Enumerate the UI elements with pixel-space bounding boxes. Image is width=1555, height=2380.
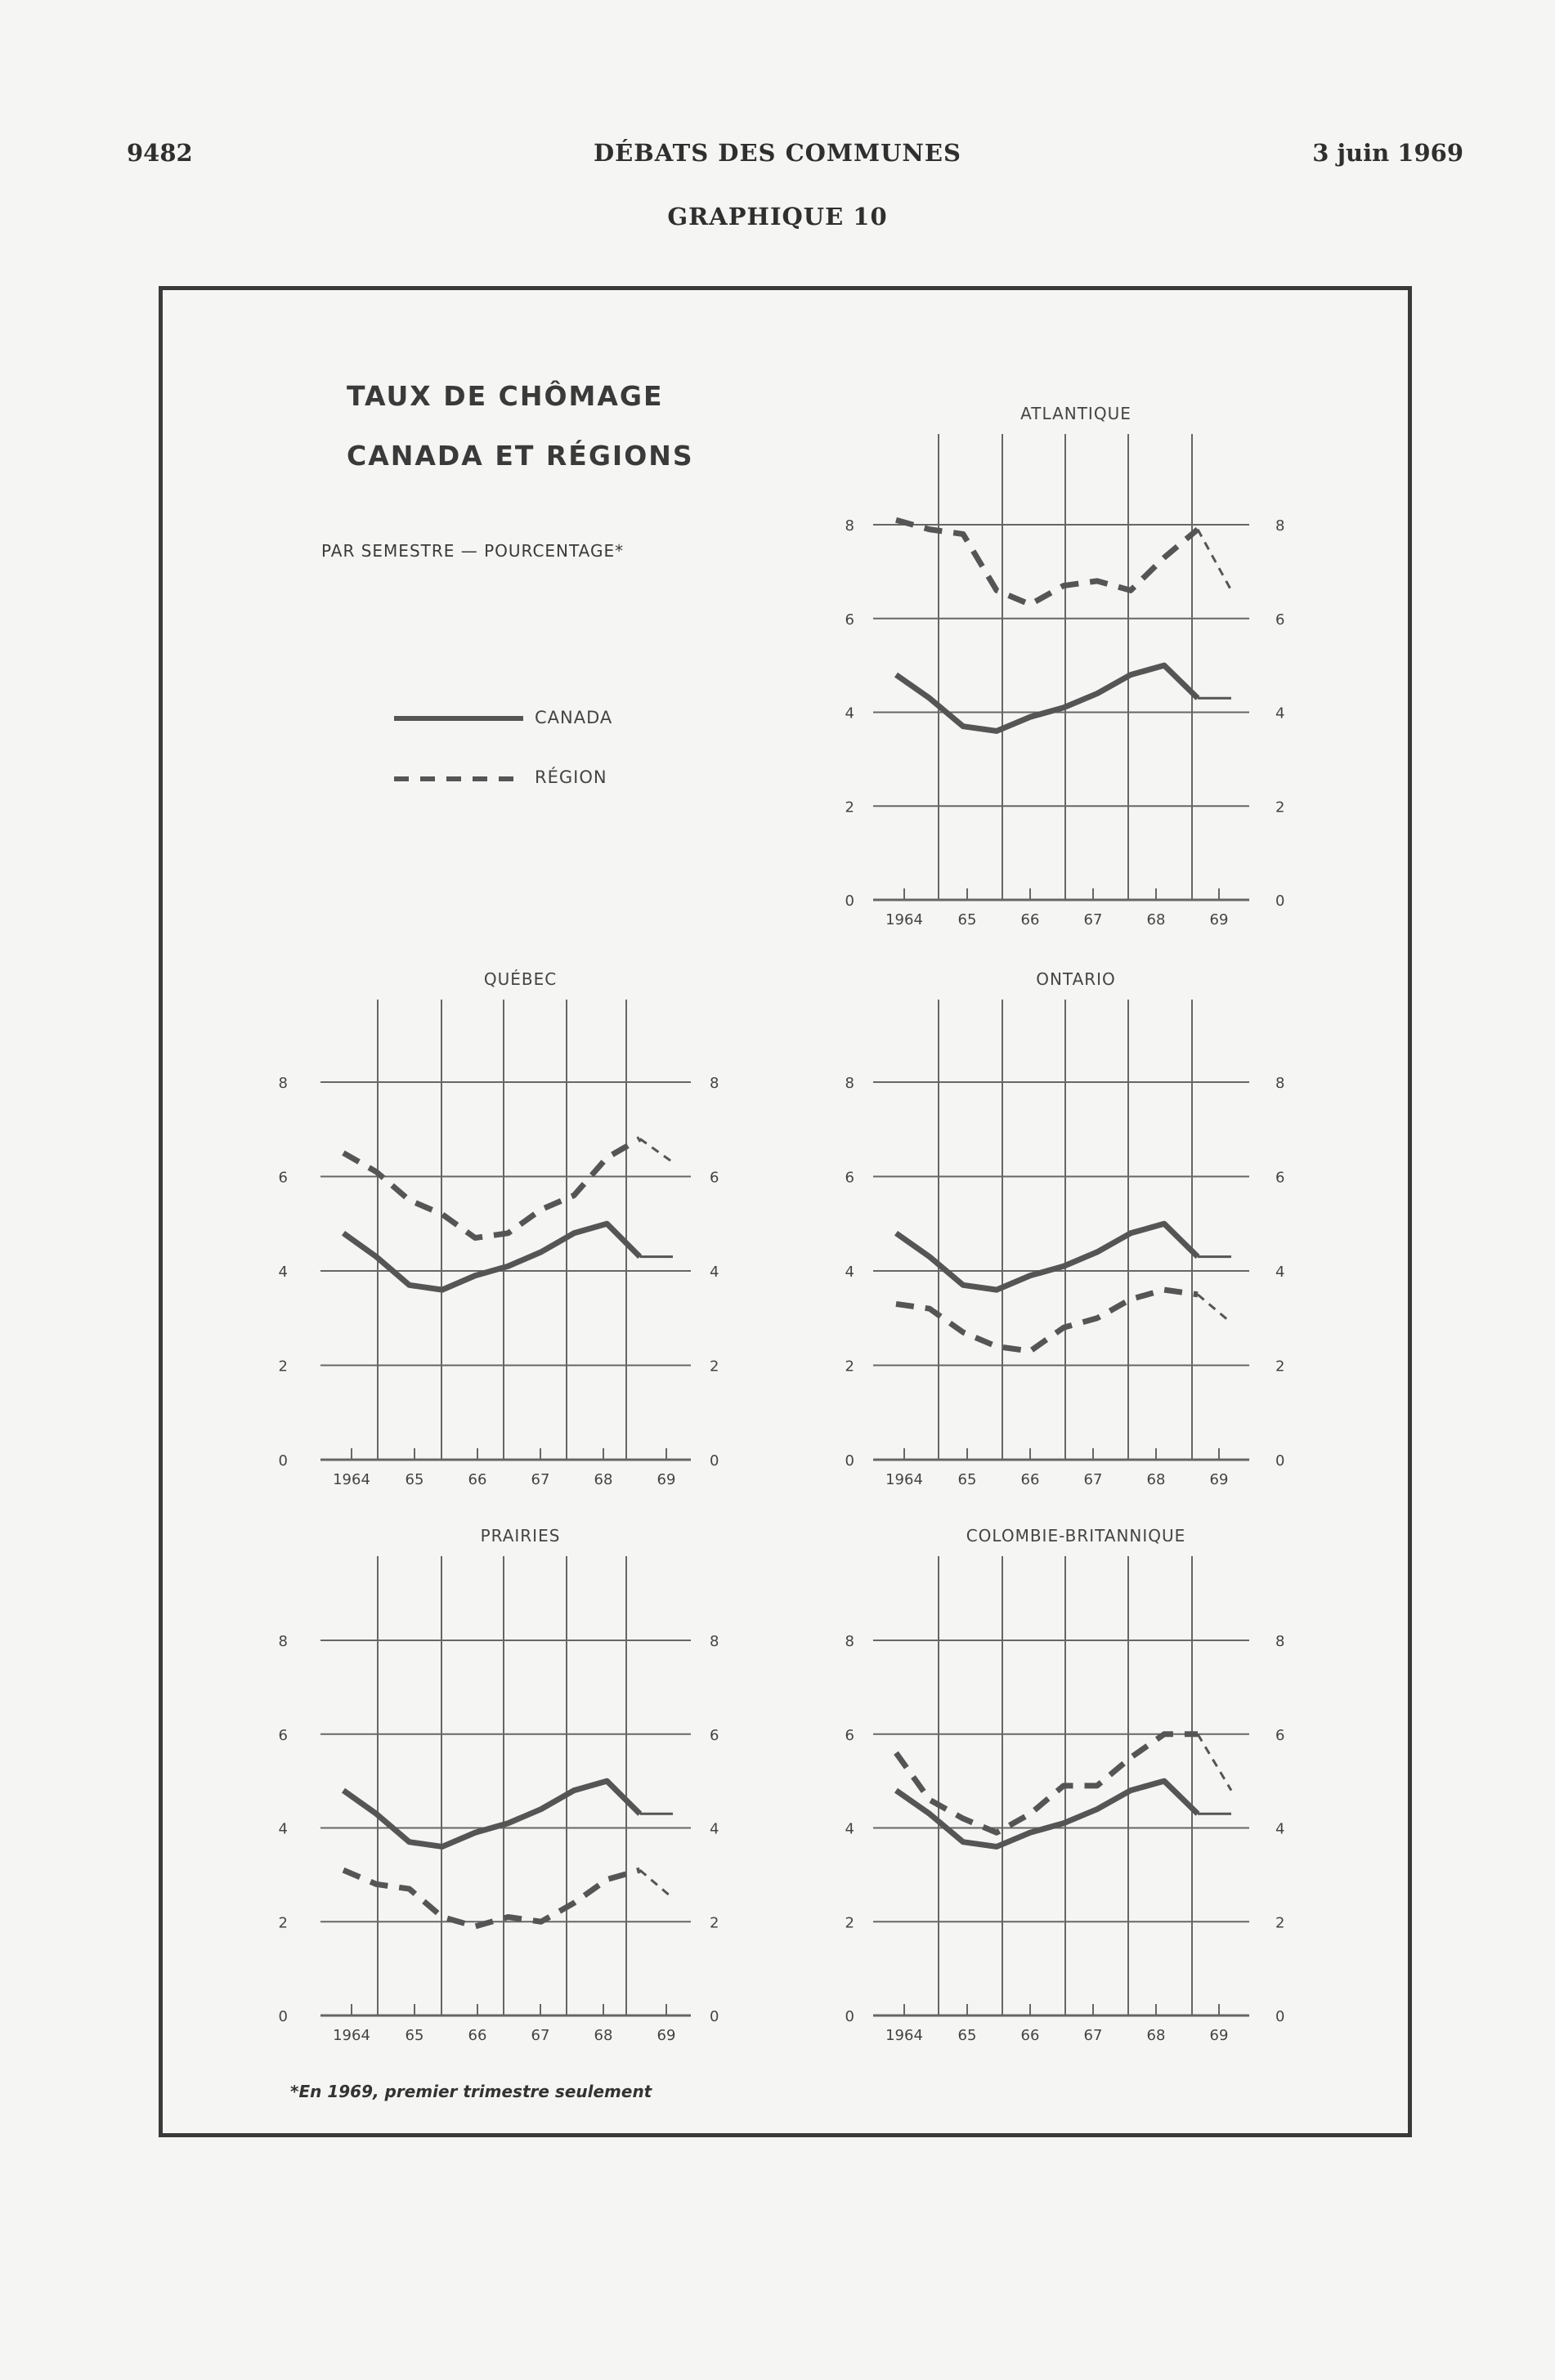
- x-tick-label: 1964: [333, 2027, 370, 2044]
- series-tail-region: [1198, 1295, 1231, 1323]
- x-tick-label: 65: [957, 1471, 977, 1488]
- x-tick-label: 69: [1209, 1471, 1229, 1488]
- y-tick-label-right: 6: [1275, 1726, 1285, 1744]
- x-tick-label: 68: [1146, 1471, 1166, 1488]
- series-line-region: [343, 1870, 640, 1926]
- x-tick-label: 68: [594, 2027, 613, 2044]
- y-tick-label-right: 8: [710, 1633, 719, 1650]
- y-tick-label-right: 8: [1275, 1633, 1285, 1650]
- x-tick-label: 68: [1146, 2027, 1166, 2044]
- y-tick-label-left: 6: [278, 1169, 288, 1187]
- page-date: 3 juin 1969: [1312, 139, 1463, 167]
- y-tick-label-right: 0: [1275, 1452, 1285, 1470]
- series-tail-region: [640, 1870, 673, 1898]
- y-tick-label-left: 8: [278, 1633, 288, 1650]
- x-tick-label: 66: [1020, 911, 1040, 928]
- y-tick-label-left: 2: [278, 1914, 288, 1932]
- y-tick-label-right: 6: [710, 1169, 719, 1187]
- series-line-region: [343, 1139, 640, 1237]
- y-tick-label-right: 2: [710, 1914, 719, 1932]
- series-tail-region: [1198, 530, 1231, 591]
- series-line-canada: [896, 665, 1198, 731]
- y-tick-label-left: 0: [845, 892, 854, 910]
- figure-title: TAUX DE CHÔMAGE: [347, 380, 664, 412]
- y-tick-label-right: 4: [710, 1820, 719, 1838]
- y-tick-label-left: 8: [278, 1075, 288, 1092]
- y-tick-label-left: 4: [845, 1820, 854, 1838]
- series-line-canada: [343, 1224, 640, 1290]
- x-tick-label: 69: [1209, 911, 1229, 928]
- y-tick-label-left: 4: [278, 1264, 288, 1281]
- series-tail-region: [640, 1139, 673, 1162]
- x-tick-label: 65: [405, 2027, 424, 2044]
- y-tick-label-right: 0: [1275, 892, 1285, 910]
- x-tick-label: 65: [957, 911, 977, 928]
- x-tick-label: 66: [468, 2027, 487, 2044]
- y-tick-label-left: 6: [845, 611, 854, 629]
- panel-title: ATLANTIQUE: [1020, 404, 1132, 423]
- y-tick-label-right: 2: [710, 1358, 719, 1376]
- journal-title: DÉBATS DES COMMUNES: [594, 139, 961, 167]
- series-line-region: [896, 1290, 1198, 1351]
- series-line-region: [896, 520, 1198, 604]
- legend-region-label: RÉGION: [535, 767, 607, 787]
- series-line-canada: [896, 1781, 1198, 1846]
- x-tick-label: 69: [657, 2027, 676, 2044]
- y-tick-label-right: 6: [710, 1726, 719, 1744]
- x-tick-label: 67: [1083, 911, 1103, 928]
- x-tick-label: 66: [468, 1471, 487, 1488]
- y-tick-label-right: 6: [1275, 611, 1285, 629]
- y-tick-label-right: 0: [710, 2008, 719, 2025]
- x-tick-label: 66: [1020, 1471, 1040, 1488]
- panel-title: ONTARIO: [1036, 969, 1116, 989]
- y-tick-label-left: 8: [845, 1633, 854, 1650]
- footnote: *En 1969, premier trimestre seulement: [290, 2082, 652, 2101]
- y-tick-label-left: 6: [845, 1169, 854, 1187]
- series-line-canada: [343, 1781, 640, 1846]
- y-tick-label-left: 0: [278, 1452, 288, 1470]
- x-tick-label: 1964: [885, 911, 923, 928]
- series-line-canada: [896, 1224, 1198, 1290]
- x-tick-label: 69: [657, 1471, 676, 1488]
- x-tick-label: 67: [531, 1471, 550, 1488]
- y-tick-label-right: 8: [1275, 1075, 1285, 1092]
- y-tick-label-right: 2: [1275, 1914, 1285, 1932]
- y-tick-label-left: 8: [845, 1075, 854, 1092]
- x-tick-label: 68: [1146, 911, 1166, 928]
- x-tick-label: 67: [1083, 1471, 1103, 1488]
- x-tick-label: 67: [1083, 2027, 1103, 2044]
- panel-title: PRAIRIES: [480, 1526, 561, 1546]
- y-tick-label-right: 8: [1275, 517, 1285, 535]
- series-tail-region: [1198, 1734, 1231, 1791]
- y-tick-label-right: 8: [710, 1075, 719, 1092]
- y-tick-label-left: 4: [845, 705, 854, 722]
- y-tick-label-right: 6: [1275, 1169, 1285, 1187]
- y-tick-label-right: 0: [710, 1452, 719, 1470]
- y-tick-label-left: 0: [845, 1452, 854, 1470]
- y-tick-label-right: 2: [1275, 1358, 1285, 1376]
- x-tick-label: 1964: [333, 1471, 370, 1488]
- y-tick-label-left: 4: [845, 1264, 854, 1281]
- page-number: 9482: [127, 139, 193, 167]
- y-tick-label-right: 2: [1275, 799, 1285, 816]
- panel-title: QUÉBEC: [483, 969, 558, 989]
- x-tick-label: 1964: [885, 1471, 923, 1488]
- figure-subtitle: PAR SEMESTRE — POURCENTAGE*: [321, 541, 625, 561]
- x-tick-label: 1964: [885, 2027, 923, 2044]
- graph-label: GRAPHIQUE 10: [667, 203, 888, 230]
- y-tick-label-left: 2: [278, 1358, 288, 1376]
- y-tick-label-left: 6: [845, 1726, 854, 1744]
- x-tick-label: 69: [1209, 2027, 1229, 2044]
- x-tick-label: 67: [531, 2027, 550, 2044]
- y-tick-label-left: 8: [845, 517, 854, 535]
- y-tick-label-left: 2: [845, 1358, 854, 1376]
- x-tick-label: 65: [405, 1471, 424, 1488]
- x-tick-label: 65: [957, 2027, 977, 2044]
- y-tick-label-right: 4: [1275, 705, 1285, 722]
- y-tick-label-left: 4: [278, 1820, 288, 1838]
- y-tick-label-left: 2: [845, 1914, 854, 1932]
- y-tick-label-left: 0: [278, 2008, 288, 2025]
- y-tick-label-right: 4: [1275, 1820, 1285, 1838]
- figure-title-line2: CANADA ET RÉGIONS: [347, 440, 694, 472]
- panel-title: COLOMBIE-BRITANNIQUE: [966, 1526, 1186, 1546]
- x-tick-label: 66: [1020, 2027, 1040, 2044]
- y-tick-label-right: 0: [1275, 2008, 1285, 2025]
- y-tick-label-right: 4: [710, 1264, 719, 1281]
- y-tick-label-left: 6: [278, 1726, 288, 1744]
- y-tick-label-left: 0: [845, 2008, 854, 2025]
- y-tick-label-right: 4: [1275, 1264, 1285, 1281]
- legend-canada-label: CANADA: [535, 708, 613, 727]
- y-tick-label-left: 2: [845, 799, 854, 816]
- x-tick-label: 68: [594, 1471, 613, 1488]
